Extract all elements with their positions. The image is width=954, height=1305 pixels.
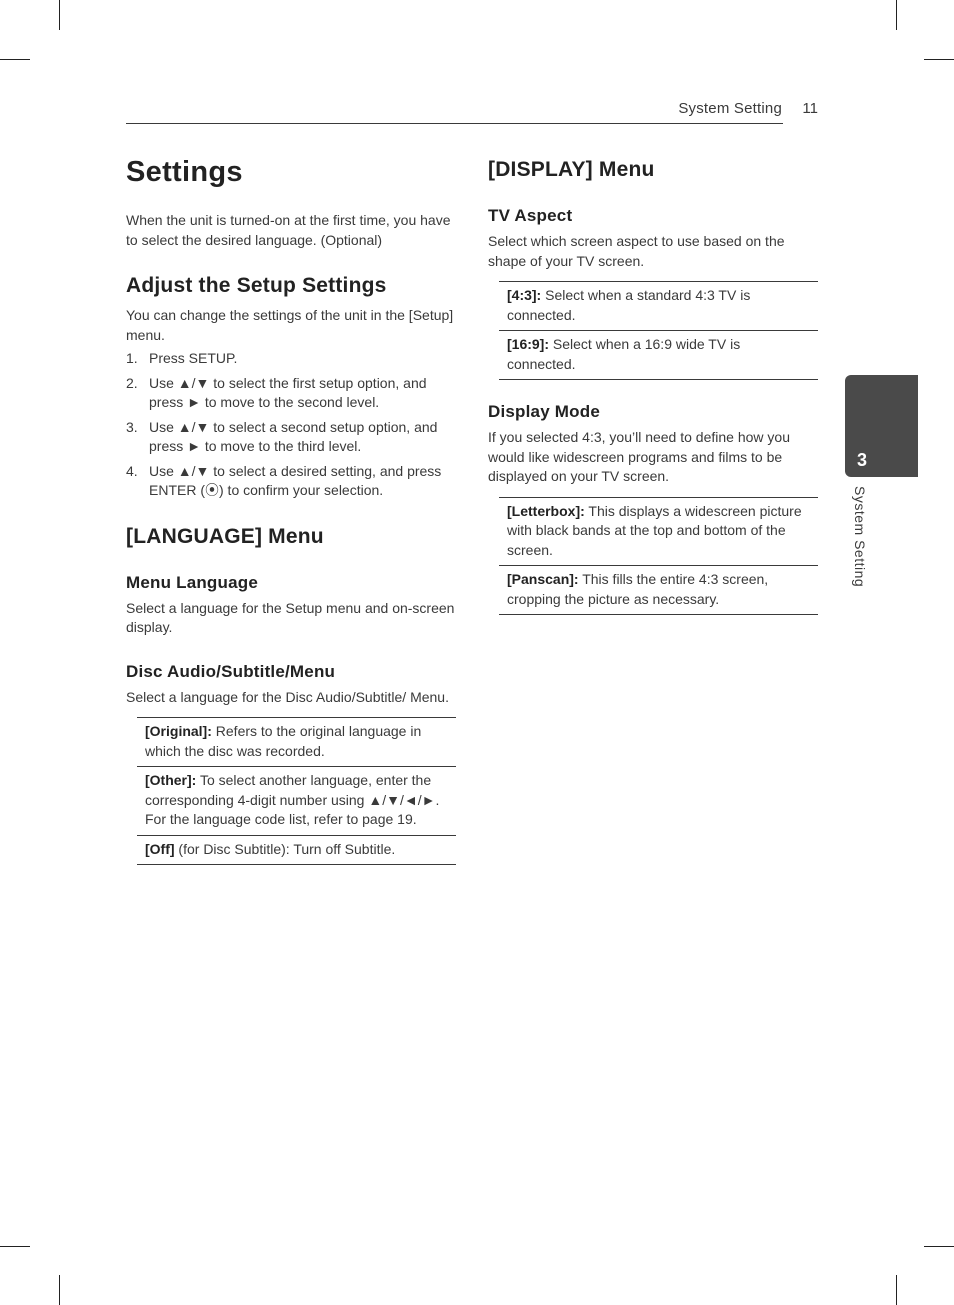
crop-mark xyxy=(0,59,30,60)
section-title: System Setting xyxy=(678,100,782,117)
display-mode-text: If you selected 4:3, you’ll need to define how you would like widescreen programs and films to be displayed on your TV screen. xyxy=(488,429,790,484)
crop-mark xyxy=(896,1275,897,1305)
header-rule xyxy=(126,123,783,124)
table-row: [Letterbox]: This displays a widescreen picture with black bands at the top and bottom of the screen. xyxy=(499,498,818,567)
crop-mark xyxy=(924,59,954,60)
crop-mark xyxy=(896,0,897,30)
list-item: 3. Use ▲/▼ to select a second setup option, and press ► to move to the third level. xyxy=(126,418,438,454)
table-row: [4:3]: Select when a standard 4:3 TV is connected. xyxy=(499,282,818,331)
tv-aspect-text: Select which screen aspect to use based on the shape of your TV screen. xyxy=(488,233,785,269)
table-row: [16:9]: Select when a 16:9 wide TV is connected. xyxy=(499,331,818,380)
display-heading: [DISPLAY] Menu xyxy=(488,158,655,181)
chapter-label: System Setting xyxy=(852,486,868,588)
crop-mark xyxy=(924,1246,954,1247)
page-number: 11 xyxy=(802,100,818,117)
running-header xyxy=(126,100,818,124)
chapter-tab xyxy=(845,375,918,477)
adjust-text: You can change the settings of the unit in the [Setup] menu. xyxy=(126,307,454,343)
table-row: [Off] (for Disc Subtitle): Turn off Subtitle. xyxy=(137,836,456,866)
disc-audio-heading: Disc Audio/Subtitle/Menu xyxy=(126,661,336,681)
table-row: [Other]: To select another language, enter the corresponding 4-digit number using ▲/▼/◄/►. For the language code list, refer to page 19. xyxy=(137,767,456,836)
crop-mark xyxy=(59,1275,60,1305)
tv-aspect-heading: TV Aspect xyxy=(488,206,573,225)
display-mode-heading: Display Mode xyxy=(488,402,600,421)
language-options-table xyxy=(137,717,456,865)
list-item: 2. Use ▲/▼ to select the first setup option, and press ► to move to the second level. xyxy=(126,374,427,410)
language-heading: [LANGUAGE] Menu xyxy=(126,524,324,548)
right-column xyxy=(488,150,818,615)
left-column xyxy=(126,150,456,865)
crop-mark xyxy=(0,1246,30,1247)
intro-text: When the unit is turned-on at the first time, you have to select the desired language. (Optional) xyxy=(126,212,451,248)
tv-aspect-options-table xyxy=(499,281,818,380)
crop-mark xyxy=(59,0,60,30)
menu-language-text: Select a language for the Setup menu and on-screen display. xyxy=(126,599,455,635)
table-row: [Panscan]: This fills the entire 4:3 screen, cropping the picture as necessary. xyxy=(499,566,818,615)
disc-audio-text: Select a language for the Disc Audio/Subtitle/ Menu. xyxy=(126,688,449,705)
list-item: 4. Use ▲/▼ to select a desired setting, and press ENTER (⦿) to confirm your selection. xyxy=(126,462,442,498)
menu-language-heading: Menu Language xyxy=(126,572,258,592)
chapter-number: 3 xyxy=(857,450,868,470)
adjust-heading: Adjust the Setup Settings xyxy=(126,274,387,297)
table-row: [Original]: Refers to the original language in which the disc was recorded. xyxy=(137,718,456,767)
list-item: 1. Press SETUP. xyxy=(126,350,238,366)
page-title: Settings xyxy=(126,156,243,188)
steps-list xyxy=(126,349,456,501)
display-mode-options-table xyxy=(499,497,818,616)
